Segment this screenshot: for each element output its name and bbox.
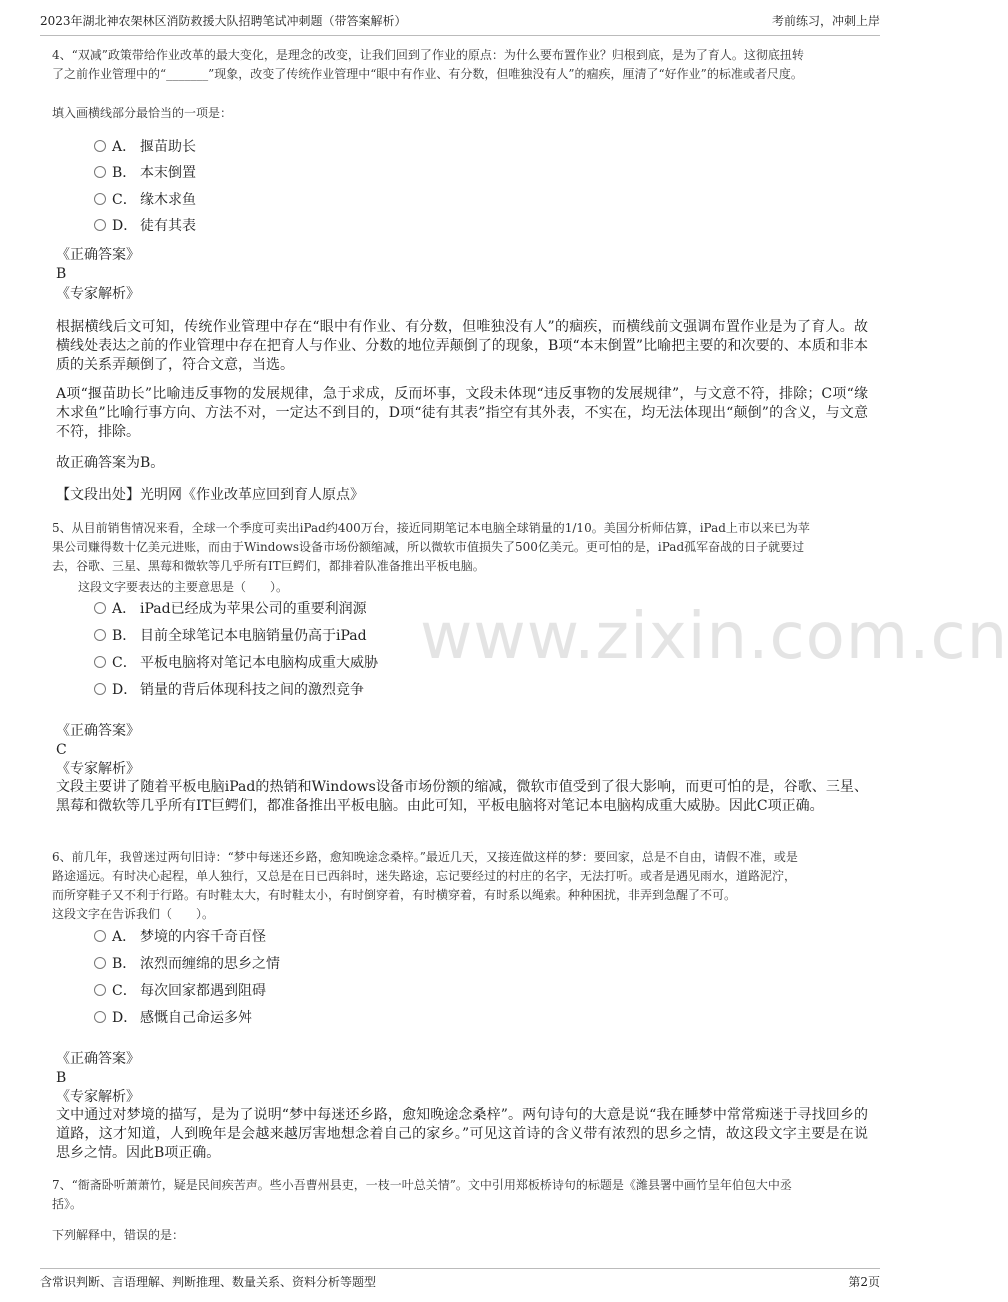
q5-prompt: 这段文字要表达的主要意思是（ ）。 bbox=[78, 580, 289, 594]
option-text: 每次回家都遇到阻碍 bbox=[140, 983, 266, 999]
option-text: 梦境的内容千奇百怪 bbox=[140, 929, 266, 945]
option-text: iPad已经成为苹果公司的重要利润源 bbox=[140, 601, 367, 617]
q6-answer-label: 《正确答案》 bbox=[56, 1051, 140, 1067]
option-text: 本末倒置 bbox=[140, 165, 196, 181]
option-letter: D． bbox=[112, 682, 138, 698]
q5-option-b[interactable] bbox=[94, 625, 367, 647]
q5-stem-line2: 果公司赚得数十亿美元进账，而由于Windows设备市场份额缩减，所以微软市值损失了500亿美元。更可怕的是，iPad孤军奋战的日子就要过 bbox=[52, 540, 805, 554]
q6-analysis: 文中通过对梦境的描写，是为了说明“梦中每迷还乡路，愈知晚途念桑梓”。两句诗句的大意是说“我在睡梦中常常痴迷于寻找回乡的道路，这才知道，人到晚年是会越来越厉害地想念着自己的家乡。”可见这首诗的含义带有浓烈的思乡之情，故这段文字主要是在说思乡之情。因此B项正确。 bbox=[56, 1107, 868, 1161]
option-letter: D． bbox=[112, 218, 138, 234]
radio-icon[interactable] bbox=[94, 219, 106, 231]
option-text: 浓烈而缠绵的思乡之情 bbox=[140, 956, 280, 972]
q6-stem-line3: 而所穿鞋子又不利于行路。有时鞋太大，有时鞋太小，有时倒穿着，有时横穿着，有时系以绳索。种种困扰，非弄到急醒了不可。 bbox=[52, 888, 737, 902]
q4-stem bbox=[52, 46, 864, 84]
q7-stem-line1: 7、“衙斋卧听萧萧竹，疑是民间疾苦声。些小吾曹州县吏，一枝一叶总关情”。文中引用郑板桥诗句的标题是《潍县署中画竹呈年伯包大中丞 bbox=[52, 1178, 792, 1192]
radio-icon[interactable] bbox=[94, 930, 106, 942]
q4-analysis-p3: 故正确答案为B。 bbox=[56, 455, 165, 471]
q5-analysis: 文段主要讲了随着平板电脑iPad的热销和Windows设备市场份额的缩减，微软市值受到了很大影响，而更可怕的是，谷歌、三星、黑莓和微软等几乎所有IT巨鳄们，都准备推出平板电脑。由此可知，平板电脑将对笔记本电脑构成重大威胁。因此C项正确。 bbox=[56, 779, 868, 814]
radio-icon[interactable] bbox=[94, 140, 106, 152]
option-letter: D． bbox=[112, 1010, 138, 1026]
q4-option-c[interactable] bbox=[94, 189, 196, 211]
q4-analysis-p1: 根据横线后文可知，传统作业管理中存在“眼中有作业、有分数，但唯独没有人”的痼疾，而横线前文强调布置作业是为了育人。故横线处表达之前的作业管理中存在把育人与作业、分数的地位弄颠倒了的现象，B项“本末倒置”比喻把主要的和次要的、本质和非本质的关系弄颠倒了，符合文意，当选。 bbox=[56, 319, 868, 373]
watermark: www.zixin.com.cn bbox=[420, 600, 1008, 674]
q7-stem bbox=[52, 1176, 864, 1214]
option-letter: A． bbox=[112, 601, 137, 617]
radio-icon[interactable] bbox=[94, 629, 106, 641]
option-letter: A． bbox=[112, 929, 137, 945]
page-header bbox=[40, 8, 880, 36]
radio-icon[interactable] bbox=[94, 683, 106, 695]
q4-prompt: 填入画横线部分最恰当的一项是： bbox=[52, 106, 233, 120]
option-text: 徒有其表 bbox=[140, 218, 196, 234]
radio-icon[interactable] bbox=[94, 957, 106, 969]
option-text: 目前全球笔记本电脑销量仍高于iPad bbox=[140, 628, 367, 644]
option-letter: C． bbox=[112, 983, 137, 999]
q6-option-d[interactable] bbox=[94, 1007, 252, 1029]
q5-stem bbox=[52, 519, 864, 576]
q4-analysis-p2: A项“揠苗助长”比喻违反事物的发展规律，急于求成，反而坏事，文段未体现“违反事物的发展规律”，与文意不符，排除；C项“缘木求鱼”比喻行事方向、方法不对，一定达不到目的，D项“徒有其表”指空有其外表，不实在，均无法体现出“颠倒”的含义，与文意不符，排除。 bbox=[56, 386, 868, 440]
option-text: 平板电脑将对笔记本电脑构成重大威胁 bbox=[140, 655, 378, 671]
q5-analysis-label: 《专家解析》 bbox=[56, 761, 140, 777]
q5-answer: C bbox=[56, 742, 67, 758]
option-letter: C． bbox=[112, 655, 137, 671]
radio-icon[interactable] bbox=[94, 984, 106, 996]
page-footer bbox=[40, 1268, 880, 1294]
q7-prompt: 下列解释中，错误的是： bbox=[52, 1228, 185, 1242]
q4-answer: B bbox=[56, 266, 67, 282]
radio-icon[interactable] bbox=[94, 1011, 106, 1023]
radio-icon[interactable] bbox=[94, 656, 106, 668]
option-text: 感慨自己命运多舛 bbox=[140, 1010, 252, 1026]
radio-icon[interactable] bbox=[94, 193, 106, 205]
q5-option-a[interactable] bbox=[94, 598, 367, 620]
q4-answer-label: 《正确答案》 bbox=[56, 247, 140, 263]
q6-stem-line2: 路途遥远。有时决心起程，单人独行，又总是在日已西斜时，迷失路途，忘记要经过的村庄的名字，无法打听。或者是遇见雨水，道路泥泞， bbox=[52, 869, 797, 883]
q6-option-c[interactable] bbox=[94, 980, 266, 1002]
q4-option-d[interactable] bbox=[94, 215, 196, 237]
q7-stem-line2: 括》。 bbox=[52, 1197, 83, 1211]
option-letter: A． bbox=[112, 139, 137, 155]
q5-option-c[interactable] bbox=[94, 652, 378, 674]
q5-stem-line3: 去，谷歌、三星、黑莓和微软等几乎所有IT巨鳄们，都排着队准备推出平板电脑。 bbox=[52, 559, 485, 573]
q6-analysis-label: 《专家解析》 bbox=[56, 1089, 140, 1105]
q4-stem-line2: 了之前作业管理中的“_______”现象，改变了传统作业管理中“眼中有作业、有分数，但唯独没有人”的痼疾，厘清了“好作业”的标准或者尺度。 bbox=[52, 67, 803, 81]
option-text: 销量的背后体现科技之间的激烈竞争 bbox=[140, 682, 364, 698]
q4-stem-line1: 4、“双减”政策带给作业改革的最大变化，是理念的改变，让我们回到了作业的原点：为什么要布置作业？归根到底，是为了育人。这彻底扭转 bbox=[52, 48, 804, 62]
option-text: 缘木求鱼 bbox=[140, 192, 196, 208]
q6-answer: B bbox=[56, 1070, 67, 1086]
q5-option-d[interactable] bbox=[94, 679, 364, 701]
option-text: 揠苗助长 bbox=[140, 139, 196, 155]
page-number: 第2页 bbox=[848, 1275, 880, 1289]
header-slogan: 考前练习，冲刺上岸 bbox=[771, 14, 880, 28]
q4-option-b[interactable] bbox=[94, 162, 196, 184]
option-letter: B． bbox=[112, 956, 137, 972]
q6-stem bbox=[52, 848, 864, 905]
radio-icon[interactable] bbox=[94, 602, 106, 614]
q4-source: 【文段出处】光明网《作业改革应回到育人原点》 bbox=[56, 487, 364, 503]
q4-analysis-label: 《专家解析》 bbox=[56, 286, 140, 302]
option-letter: B． bbox=[112, 628, 137, 644]
q6-prompt: 这段文字在告诉我们（ ）。 bbox=[52, 907, 215, 921]
radio-icon[interactable] bbox=[94, 166, 106, 178]
q5-answer-label: 《正确答案》 bbox=[56, 723, 140, 739]
q6-option-b[interactable] bbox=[94, 953, 280, 975]
q5-stem-line1: 5、从目前销售情况来看，全球一个季度可卖出iPad约400万台，接近同期笔记本电脑全球销量的1/10。美国分析师估算，iPad上市以来已为苹 bbox=[52, 521, 810, 535]
footer-description: 含常识判断、言语理解、判断推理、数量关系、资料分析等题型 bbox=[40, 1275, 377, 1289]
q6-option-a[interactable] bbox=[94, 926, 266, 948]
option-letter: C． bbox=[112, 192, 137, 208]
q4-option-a[interactable] bbox=[94, 136, 196, 158]
q6-stem-line1: 6、前几年，我曾迷过两句旧诗：“梦中每迷还乡路，愈知晚途念桑梓。”最近几天，又接连做这样的梦：要回家，总是不自由，请假不准，或是 bbox=[52, 850, 798, 864]
header-title: 2023年湖北神农架林区消防救援大队招聘笔试冲刺题（带答案解析） bbox=[40, 14, 407, 28]
option-letter: B． bbox=[112, 165, 137, 181]
